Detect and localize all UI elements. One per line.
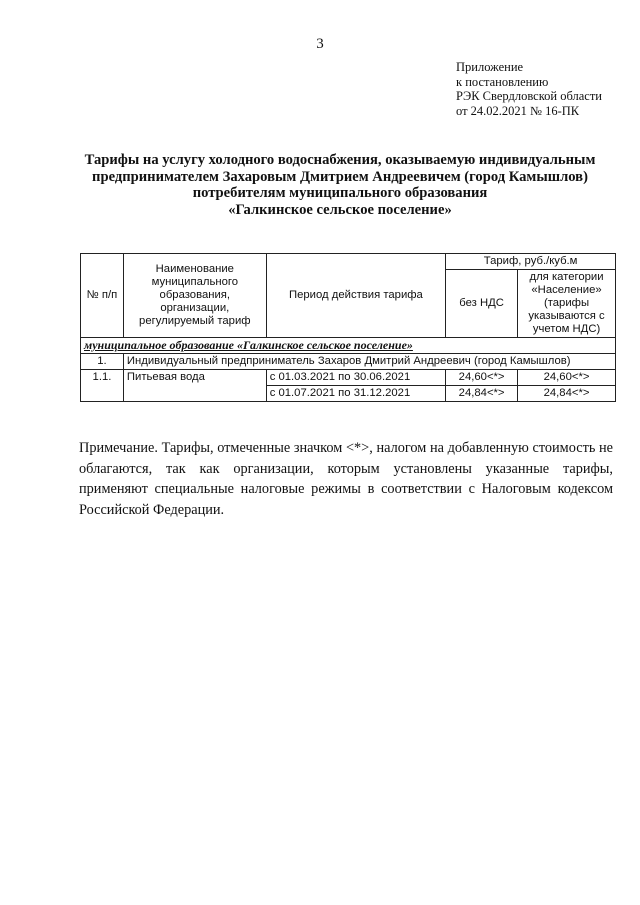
note-paragraph: Примечание. Тарифы, отмеченные значком <*>, налогом на добавленную стоимость не облагаются, так как организации, которым установлены указанные тарифы, применяют специальные налоговые режимы в соответствии с Налоговым кодексом Российской Федерации. — [79, 440, 613, 518]
header-period: Период действия тарифа — [266, 254, 445, 338]
title-line: потребителям муниципального образования — [192, 185, 488, 201]
row-num: 1. — [81, 354, 124, 370]
header-name: Наименование муниципального образования, организации, регулируемый тариф — [123, 254, 266, 338]
row-item-name: Питьевая вода — [123, 370, 266, 402]
row-num: 1.1. — [81, 370, 124, 402]
row-period: с 01.07.2021 по 31.12.2021 — [266, 386, 445, 402]
title-line: Тарифы на услугу холодного водоснабжения, оказываемую индивидуальным — [84, 152, 596, 168]
document-title — [40, 152, 640, 218]
row-period: с 01.03.2021 по 30.06.2021 — [266, 370, 445, 386]
appendix-block — [456, 60, 602, 118]
tariff-table — [80, 253, 616, 402]
header-population: для категории «Население» (тарифы указываются с учетом НДС) — [518, 270, 616, 338]
title-line: «Галкинское сельское поселение» — [228, 201, 452, 218]
row-population: 24,60<*> — [518, 370, 616, 386]
header-num: № п/п — [81, 254, 124, 338]
appendix-line: к постановлению — [456, 74, 549, 89]
title-line: предпринимателем Захаровым Дмитрием Андреевичем (город Камышлов) — [92, 168, 588, 185]
table-header-row — [81, 254, 616, 270]
table-row — [81, 354, 616, 370]
table-section-row — [81, 338, 616, 354]
appendix-line: РЭК Свердловской области — [456, 89, 602, 103]
section-label: муниципальное образование «Галкинское сельское поселение» — [81, 338, 616, 354]
table-row — [81, 370, 616, 386]
row-population: 24,84<*> — [518, 386, 616, 402]
appendix-line: от 24.02.2021 № 16-ПК — [456, 103, 580, 118]
row-no-vat: 24,84<*> — [446, 386, 518, 402]
row-no-vat: 24,60<*> — [446, 370, 518, 386]
header-no-vat: без НДС — [446, 270, 518, 338]
header-tariff-group: Тариф, руб./куб.м — [446, 254, 616, 270]
appendix-line: Приложение — [456, 60, 524, 74]
row-org-name: Индивидуальный предприниматель Захаров Дмитрий Андреевич (город Камышлов) — [123, 354, 615, 370]
page-number: 3 — [316, 36, 324, 52]
